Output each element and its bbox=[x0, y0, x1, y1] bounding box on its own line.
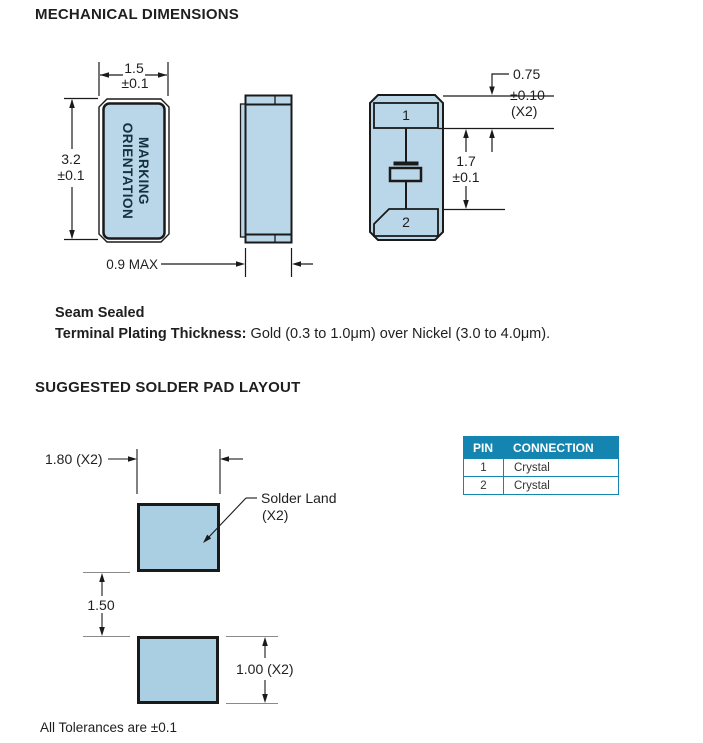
front-height-tolerance: ±0.1 bbox=[57, 167, 85, 183]
pin-number-cell: 1 bbox=[480, 461, 487, 474]
tolerance-note: All Tolerances are ±0.1 bbox=[40, 720, 177, 735]
side-thickness-value: 0.9 MAX bbox=[106, 257, 158, 272]
connection-column-header: CONNECTION bbox=[513, 440, 594, 455]
pad-width-value: 1.80 (X2) bbox=[45, 451, 103, 467]
pad-gap-value: 1.50 bbox=[87, 597, 115, 613]
rear-gap-value: 1.7 bbox=[456, 153, 476, 169]
table-row bbox=[464, 476, 618, 494]
solder-pad-2 bbox=[139, 638, 218, 703]
table-row bbox=[464, 458, 618, 476]
pin-connection-table bbox=[463, 436, 619, 495]
seam-sealed-note: Seam Sealed bbox=[55, 305, 145, 321]
pad-height-value: 1.00 (X2) bbox=[236, 661, 294, 677]
front-width-tolerance: ±0.1 bbox=[121, 75, 149, 91]
rear-gap-tolerance: ±0.1 bbox=[452, 169, 480, 185]
solder-land-label: Solder Land bbox=[261, 490, 337, 506]
solder-land-quantity: (X2) bbox=[262, 507, 289, 523]
connection-cell: Crystal bbox=[503, 459, 618, 476]
side-view-outline bbox=[241, 96, 292, 243]
section-title-mechanical: MECHANICAL DIMENSIONS bbox=[35, 6, 239, 23]
pin1-number: 1 bbox=[402, 107, 410, 123]
pin-table-header bbox=[464, 437, 618, 458]
front-width-value: 1.5 bbox=[124, 60, 144, 76]
marking-orientation-label: MARKING ORIENTATION bbox=[120, 122, 151, 220]
plating-value: Gold (0.3 to 1.0μm) over Nickel (3.0 to 4.0μm). bbox=[246, 326, 551, 342]
pin2-number: 2 bbox=[402, 214, 410, 230]
side-thickness-dimension bbox=[161, 248, 313, 277]
section-title-solder-pad: SUGGESTED SOLDER PAD LAYOUT bbox=[35, 379, 301, 396]
pin-column-header: PIN bbox=[473, 440, 494, 455]
connection-cell: Crystal bbox=[503, 477, 618, 494]
pin-number-cell: 2 bbox=[480, 479, 487, 492]
pad-width-dimension bbox=[108, 449, 243, 494]
rear-pad-tolerance: ±0.10 bbox=[510, 87, 545, 103]
rear-pad-value: 0.75 bbox=[513, 66, 541, 82]
notes-block bbox=[55, 303, 550, 345]
front-height-value: 3.2 bbox=[61, 151, 81, 167]
plating-label: Terminal Plating Thickness: bbox=[55, 326, 247, 342]
rear-pad-quantity: (X2) bbox=[511, 103, 538, 119]
